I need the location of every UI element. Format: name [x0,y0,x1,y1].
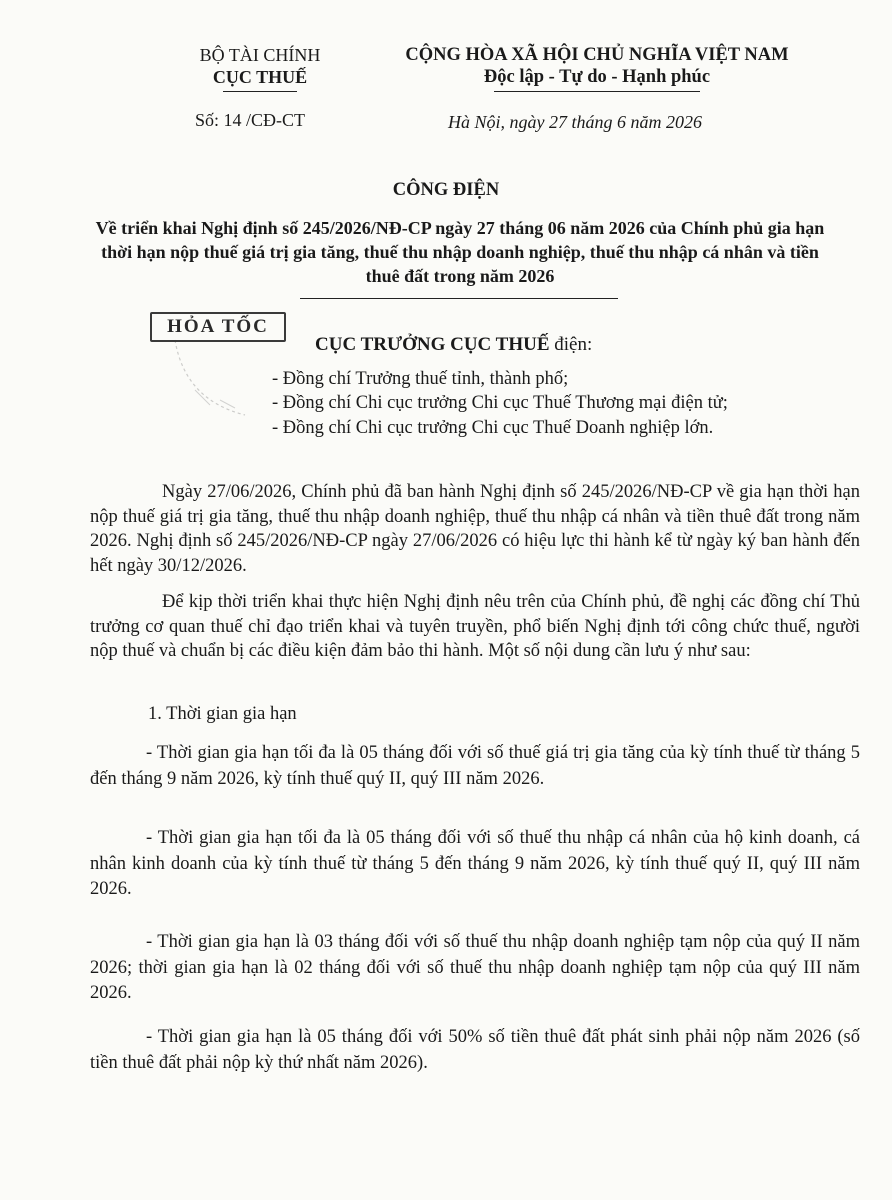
body-paragraph: Để kịp thời triển khai thực hiện Nghị định nêu trên của Chính phủ, đề nghị các đồng chí Thủ trưởng cơ quan thuế chỉ đạo triển khai và tuyên truyền, phổ biến Nghị định tới công chức thuế, người nộp thuế và chuẩn bị các điều kiện đảm bảo thi hành. Một số nội dung cần lưu ý như sau: [90,592,860,661]
agency-header [150,44,370,92]
motto-underline [494,91,700,92]
recipient-item: - Đồng chí Chi cục trưởng Chi cục Thuế Doanh nghiệp lớn. [272,418,714,438]
bullet-item: - Thời gian gia hạn là 05 tháng đối với 50% số tiền thuê đất phát sinh phải nộp năm 2026 (số tiền thuê đất phải nộp kỳ thứ nhất năm 2026). [90,1027,860,1073]
place-and-date: Hà Nội, ngày 27 tháng 6 năm 2026 [448,112,702,132]
national-motto: Độc lập - Tự do - Hạnh phúc [483,67,711,87]
section-heading: 1. Thời gian gia hạn [148,704,297,724]
bullet-item: - Thời gian gia hạn tối đa là 05 tháng đối với số thuế thu nhập cá nhân của hộ kinh doanh, cá nhân kinh doanh của kỳ tính thuế từ tháng 5 đến tháng 9 năm 2026, kỳ tính thuế quý II, quý III năm 2026. [90,828,860,899]
body-paragraph: Ngày 27/06/2026, Chính phủ đã ban hành Nghị định số 245/2026/NĐ-CP về gia hạn thời hạn nộp thuế giá trị gia tăng, thuế thu nhập doanh nghiệp, thuế thu nhập cá nhân và tiền thuê đất trong năm 2026. Nghị định số 245/2026/NĐ-CP ngày 27/06/2026 có hiệu lực thi hành kể từ ngày ký ban hành đến hết ngày 30/12/2026. [90,482,860,576]
sender-suffix: điện: [549,334,593,355]
subject-divider [300,298,618,299]
urgent-stamp: HỎA TỐC [150,312,286,342]
ministry-name: BỘ TÀI CHÍNH [199,45,321,65]
document-number: Số: 14 /CĐ-CT [195,110,306,130]
nation-name: CỘNG HÒA XÃ HỘI CHỦ NGHĨA VIỆT NAM [405,45,789,65]
bullet-item: - Thời gian gia hạn là 03 tháng đối với số thuế thu nhập doanh nghiệp tạm nộp của quý II năm 2026; thời gian gia hạn là 02 tháng đối với số thuế thu nhập doanh nghiệp tạm nộp của quý III năm 2026. [90,932,860,1003]
sender-line [315,334,592,356]
recipient-item: - Đồng chí Trưởng thuế tỉnh, thành phố; [272,369,569,389]
document-title: CÔNG ĐIỆN [392,180,500,200]
agency-underline [223,91,297,92]
sender-name: CỤC TRƯỞNG CỤC THUẾ [315,334,550,355]
recipient-item: - Đồng chí Chi cục trưởng Chi cục Thuế Thương mại điện tử; [272,393,728,413]
document-subject: Về triển khai Nghị định số 245/2026/NĐ-CP ngày 27 tháng 06 năm 2026 của Chính phủ gia hạn thời hạn nộp thuế giá trị gia tăng, thuế thu nhập doanh nghiệp, thuế thu nhập cá nhân và tiền thuê đất trong năm 2026 [95,218,825,286]
bullet-item: - Thời gian gia hạn tối đa là 05 tháng đối với số thuế giá trị gia tăng của kỳ tính thuế từ tháng 5 đến tháng 9 năm 2026, kỳ tính thuế quý II, quý III năm 2026. [90,743,860,789]
nation-header [372,44,822,92]
department-name: CỤC THUẾ [212,67,308,87]
faint-seal-icon [165,330,275,430]
